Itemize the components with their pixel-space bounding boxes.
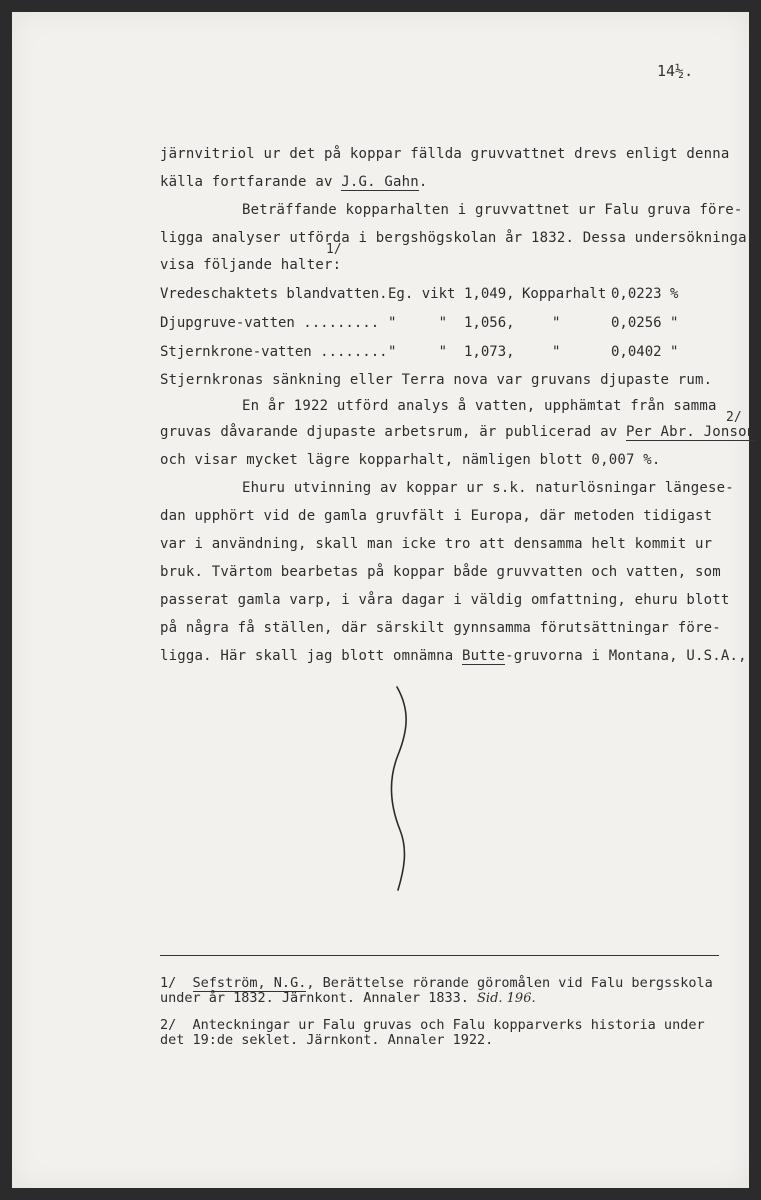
table-cell-name: Djupgruve-vatten ......... [160, 315, 380, 331]
text-line: källa fortfarande av J.G. Gahn. [160, 174, 428, 190]
table-cell-label: Kopparhalt [522, 286, 607, 302]
table-cell-label: Eg. vikt [388, 286, 456, 302]
page-number: 14½. [657, 62, 694, 80]
text-line: ligga. Här skall jag blott omnämna Butte-gruvorna i Montana, U.S.A., [160, 648, 747, 664]
table-cell-copper: 0,0256 " [611, 315, 679, 331]
footnote-1: 1/ Sefström, N.G., Berättelse rörande göromålen vid Falu bergsskola [160, 975, 713, 991]
underlined-name: J.G. Gahn [341, 174, 419, 190]
text-line: bruk. Tvärtom bearbetas på koppar både gruvvatten och vatten, som [160, 564, 721, 580]
underlined-name: Per Abr. Jonson [625, 424, 756, 440]
handdrawn-wavy-line [380, 685, 420, 895]
table-cell-copper: 0,0223 % [611, 286, 679, 302]
table-cell-gravity: 1,056, [464, 315, 515, 331]
footnote-1-line2: under år 1832. Järnkont. Annaler 1833. Sid. 196. [160, 990, 536, 1006]
footnote-marker: 2/ [726, 410, 742, 425]
table-cell-label: " " [388, 315, 448, 331]
footnote-author: Sefström, N.G. [192, 975, 307, 991]
table-cell-label: " [552, 344, 561, 360]
footnote-marker: 1/ [326, 242, 342, 257]
text-line: passerat gamla varp, i våra dagar i väldig omfattning, ehuru blott [160, 592, 730, 608]
table-cell-gravity: 1,049, [464, 286, 515, 302]
text-line: Beträffande kopparhalten i gruvvattnet ur Falu gruva före- [242, 202, 743, 218]
text-line: på några få ställen, där särskilt gynnsamma förutsättningar före- [160, 620, 721, 636]
text-line: gruvas dåvarande djupaste arbetsrum, är publicerad av Per Abr. Jonson [160, 424, 756, 440]
table-cell-label: " [552, 315, 561, 331]
table-cell-name: Stjernkrone-vatten ........ [160, 344, 388, 360]
footnote-rule [160, 955, 719, 956]
handwritten-note: Sid. 196. [477, 991, 536, 1006]
text-line: var i användning, skall man icke tro att densamma helt kommit ur [160, 536, 713, 552]
footnote-2: 2/ Anteckningar ur Falu gruvas och Falu kopparverks historia under [160, 1017, 705, 1033]
text-line: dan upphört vid de gamla gruvfält i Europa, där metoden tidigast [160, 508, 713, 524]
underlined-name: Butte [462, 648, 506, 664]
text-line: Stjernkronas sänkning eller Terra nova var gruvans djupaste rum. [160, 372, 713, 388]
text-line: och visar mycket lägre kopparhalt, nämligen blott 0,007 %. [160, 452, 661, 468]
table-cell-label: " " [388, 344, 448, 360]
footnote-2-line2: det 19:de seklet. Järnkont. Annaler 1922. [160, 1032, 494, 1048]
text-line: visa följande halter: [160, 257, 342, 273]
text-line: järnvitriol ur det på koppar fällda gruvvattnet drevs enligt denna [160, 146, 730, 162]
text-line: En år 1922 utförd analys å vatten, upphämtat från samma [242, 398, 717, 414]
table-cell-copper: 0,0402 " [611, 344, 679, 360]
text-line: ligga analyser utförda i bergshögskolan år 1832. Dessa undersökningar [160, 230, 756, 246]
table-cell-name: Vredeschaktets blandvatten. [160, 286, 388, 302]
text-line: Ehuru utvinning av koppar ur s.k. naturlösningar längese- [242, 480, 734, 496]
table-cell-gravity: 1,073, [464, 344, 515, 360]
